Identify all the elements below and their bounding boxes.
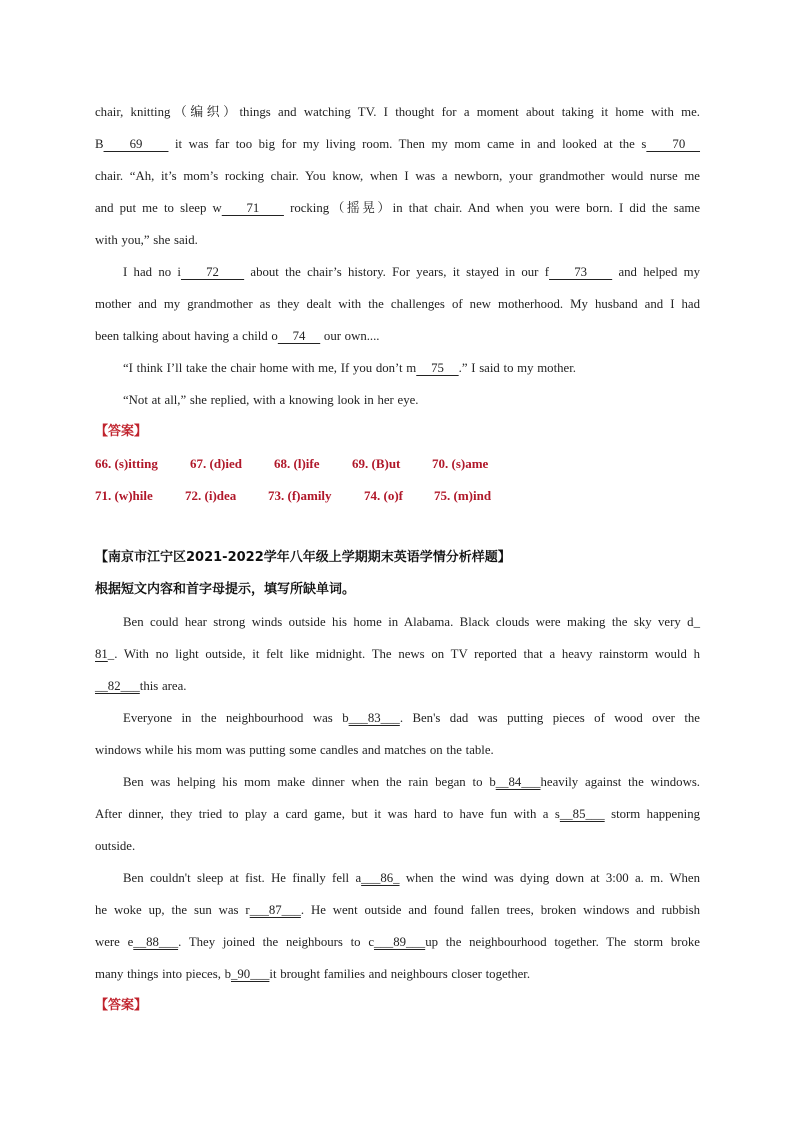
blank-86: ___86_ [361, 871, 400, 885]
blank-71: 71 [221, 201, 284, 215]
passage-line: Ben was helping his mom make dinner when the rain began to b__84___heavily against the windows. [123, 775, 700, 789]
passage-line: B 69 it was far too big for my living room. Then my mom came in and looked at the s 70 [95, 137, 701, 151]
blank-74: 74 [277, 329, 321, 343]
passage-line: Everyone in the neighbourhood was b___83___. Ben's dad was putting pieces of wood over the [123, 711, 700, 725]
passage-line: many things into pieces, b_90___it brought families and neighbours closer together. [95, 967, 531, 981]
passage-line: been talking about having a child o 74 our own.... [95, 329, 380, 343]
passage-1 [95, 96, 700, 416]
passage-line: chair, knitting（编织）things and watching TV. I thought for a moment about taking it home with me. [95, 105, 700, 119]
blank-83: ___83___ [348, 711, 400, 725]
passage-line: After dinner, they tried to play a card game, but it was hard to have fun with a s__85___ storm happening [95, 807, 700, 821]
passage-line: with you,” she said. [95, 233, 198, 247]
passage-line: 81_. With no light outside, it felt like midnight. The news on TV reported that a heavy rainstorm would h [95, 647, 700, 661]
passage-2 [95, 606, 700, 990]
instruction: 根据短文内容和首字母提示，填写所缺单词。 [95, 582, 356, 597]
passage-line: and put me to sleep w 71 rocking（摇晃）in that chair. And when you were born. I did the same [95, 201, 701, 215]
blank-85: __85___ [559, 807, 605, 821]
passage-line: he woke up, the sun was r___87___. He went outside and found fallen trees, broken windows and rubbish [95, 903, 701, 917]
answer-68: 68. (l)ife [274, 456, 320, 471]
blank-73: 73 [549, 265, 613, 279]
passage-line: I had no i 72 about the chair’s history. For years, it stayed in our f 73 and helped my [123, 265, 700, 279]
answer-71: 71. (w)hile [95, 488, 153, 503]
document-page [95, 96, 700, 1022]
passage-line: were e__88___. They joined the neighbours to c___89___up the neighbourhood together. The storm broke [95, 935, 700, 949]
blank-70: 70 [646, 137, 701, 151]
blank-88: __88___ [133, 935, 179, 949]
passage-line: chair. “Ah, it’s mom’s rocking chair. You know, when I was a newborn, your grandmother would nurse me [95, 169, 700, 183]
blank-69: 69 [103, 137, 169, 151]
passage-line: outside. [95, 839, 136, 853]
passage-line: “I think I’ll take the chair home with me, If you don’t m 75 .” I said to my mother. [123, 361, 576, 375]
blank-84: __84___ [495, 775, 541, 789]
passage-line: Ben couldn't sleep at fist. He finally fell a___86_ when the wind was dying down at 3:00 a. m. When [123, 871, 700, 885]
blank-90: _90___ [231, 967, 270, 981]
answer-74: 74. (o)f [364, 488, 403, 503]
answer-tag: 【答案】 [95, 424, 148, 439]
section-title: 【南京市江宁区2021-2022学年八年级上学期期末英语学情分析样题】 [95, 550, 511, 565]
answer-70: 70. (s)ame [432, 456, 489, 471]
blank-87: ___87___ [249, 903, 301, 917]
blank-81: 81 [95, 647, 108, 661]
answer-72: 72. (i)dea [185, 488, 237, 503]
answer-67: 67. (d)ied [190, 456, 242, 471]
blank-82: __82___ [95, 679, 140, 693]
answer-73: 73. (f)amily [268, 488, 332, 503]
answer-row-1 [95, 448, 700, 480]
answer-row-2 [95, 480, 700, 512]
answer-66: 66. (s)itting [95, 456, 158, 471]
passage-line: “Not at all,” she replied, with a knowing look in her eye. [123, 393, 419, 407]
blank-75: 75 [416, 361, 459, 375]
blank-72: 72 [180, 265, 245, 279]
passage-line: Ben could hear strong winds outside his home in Alabama. Black clouds were making the sky very d_ [123, 615, 700, 629]
passage-line: __82___this area. [95, 679, 187, 693]
passage-line: mother and my grandmother as they dealt with the challenges of new motherhood. My husband and I had [95, 297, 700, 311]
answer-75: 75. (m)ind [434, 488, 492, 503]
answer-69: 69. (B)ut [352, 456, 401, 471]
passage-line: windows while his mom was putting some candles and matches on the table. [95, 743, 494, 757]
answer-tag: 【答案】 [95, 998, 148, 1013]
blank-89: ___89___ [374, 935, 426, 949]
